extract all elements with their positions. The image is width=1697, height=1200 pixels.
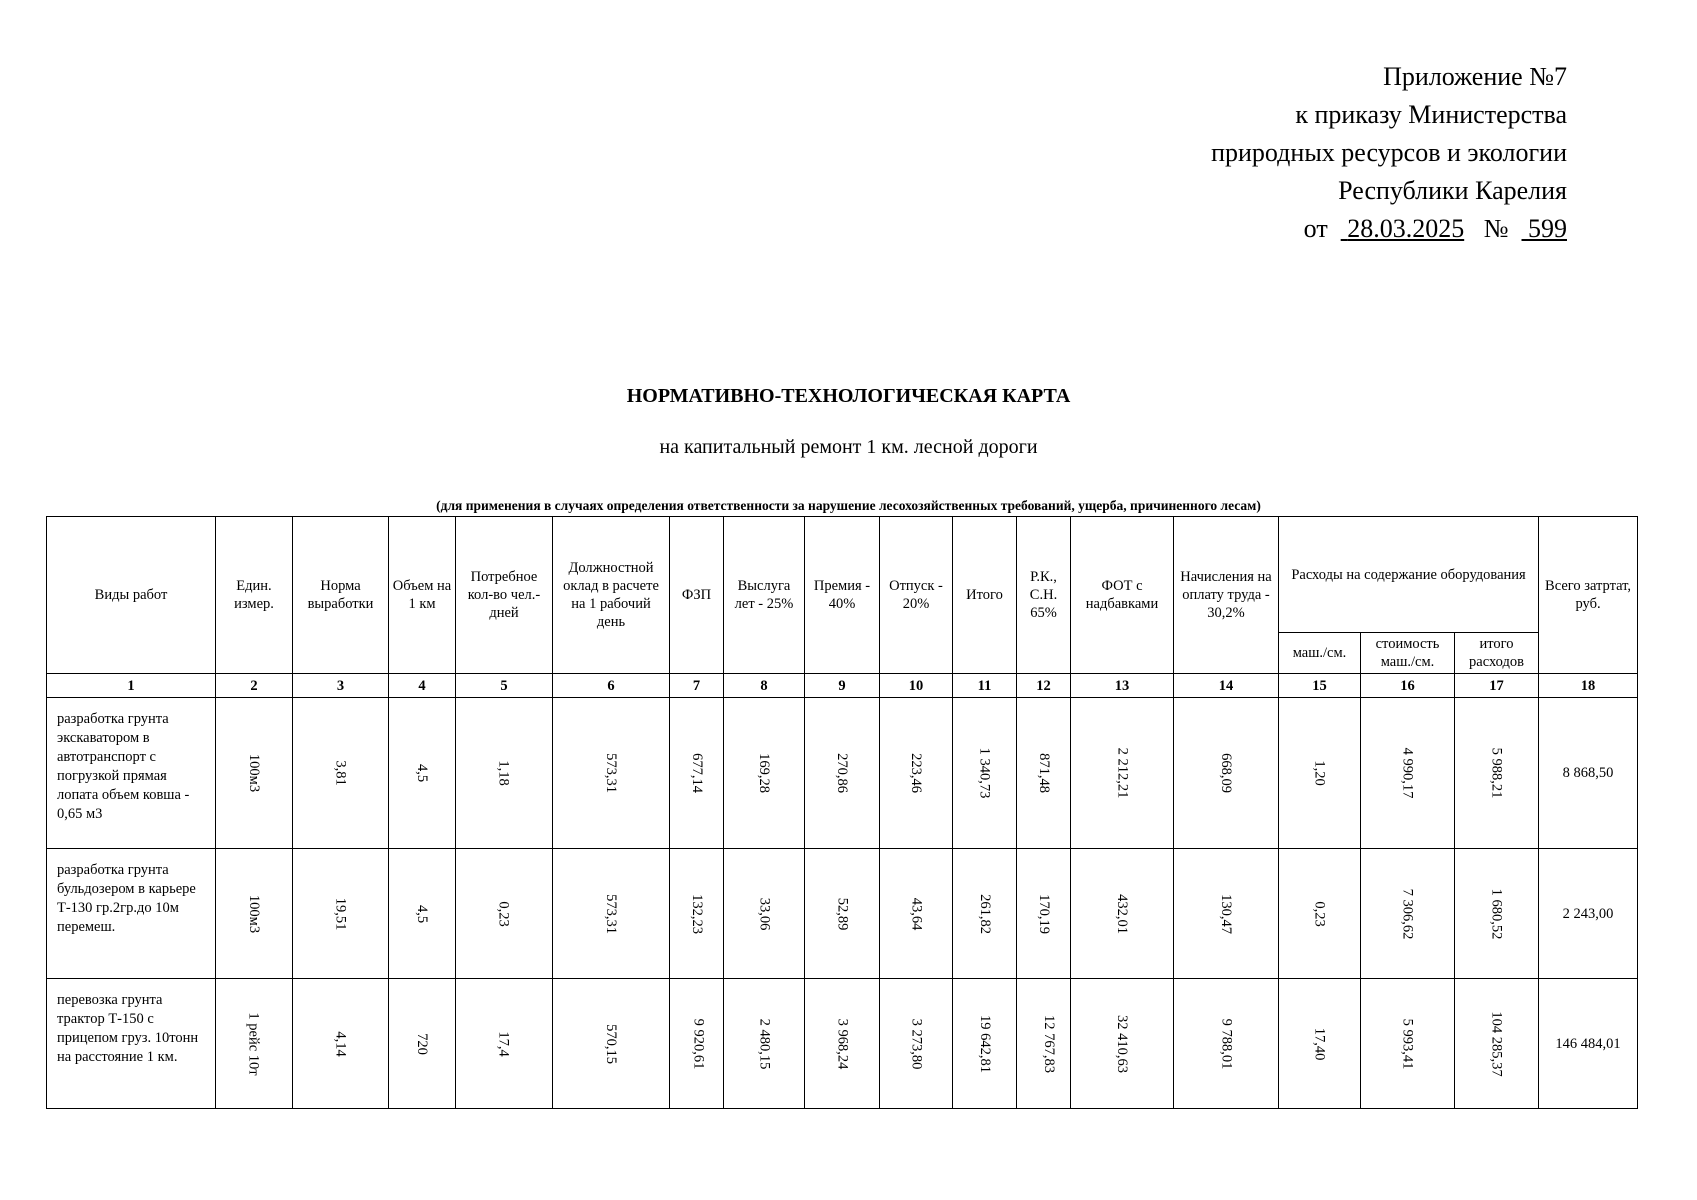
column-number: 5 [456, 674, 553, 698]
cell-subtotal: 1 340,73 [953, 698, 1017, 849]
cell-mandays: 0,23 [456, 849, 553, 979]
cell-accruals: 9 788,01 [1174, 979, 1279, 1109]
annex-line-republic: Республики Карелия [1338, 176, 1567, 205]
cell-subtotal: 19 642,81 [953, 979, 1017, 1109]
header-volume: Объем на 1 км [389, 517, 456, 674]
cell-fot: 2 212,21 [1071, 698, 1174, 849]
annex-from-label: от [1303, 214, 1328, 243]
cell-regional: 871,48 [1017, 698, 1071, 849]
cell-regional: 170,19 [1017, 849, 1071, 979]
cell-machine-cost: 4 990,17 [1361, 698, 1455, 849]
table-row [47, 979, 1638, 1109]
cell-bonus: 3 968,24 [805, 979, 880, 1109]
cell-seniority: 169,28 [724, 698, 805, 849]
header-seniority: Выслуга лет - 25% [724, 517, 805, 674]
document-title: НОРМАТИВНО-ТЕХНОЛОГИЧЕСКАЯ КАРТА [626, 385, 1071, 407]
header-vacation: Отпуск - 20% [880, 517, 953, 674]
header-total: Всего затртат, руб. [1539, 517, 1638, 674]
column-number: 1 [47, 674, 216, 698]
cell-mandays: 1,18 [456, 698, 553, 849]
annex-block [1211, 58, 1567, 248]
cell-total: 8 868,50 [1539, 698, 1638, 849]
cell-machine-shifts: 0,23 [1279, 849, 1361, 979]
cell-vacation: 3 273,80 [880, 979, 953, 1109]
annex-line-ministry: природных ресурсов и экологии [1211, 138, 1567, 167]
cell-unit: 1 рейс 10т [216, 979, 293, 1109]
cell-unit: 100м3 [216, 698, 293, 849]
header-mandays: Потребное кол-во чел.-дней [456, 517, 553, 674]
cell-unit: 100м3 [216, 849, 293, 979]
header-machine-shifts: маш./см. [1279, 633, 1361, 674]
cell-machine-cost: 5 993,41 [1361, 979, 1455, 1109]
column-number: 18 [1539, 674, 1638, 698]
cell-volume: 4,5 [389, 849, 456, 979]
normative-table [46, 516, 1638, 1109]
cell-fzp: 9 920,61 [670, 979, 724, 1109]
column-number: 11 [953, 674, 1017, 698]
table-row [47, 849, 1638, 979]
cell-accruals: 130,47 [1174, 849, 1279, 979]
header-accruals: Начисления на оплату труда - 30,2% [1174, 517, 1279, 674]
annex-line-order: к приказу Министерства [1295, 100, 1567, 129]
column-number: 14 [1174, 674, 1279, 698]
annex-number: 599 [1528, 214, 1567, 243]
cell-machine-shifts: 17,40 [1279, 979, 1361, 1109]
cell-total-expenses: 1 680,52 [1455, 849, 1539, 979]
document-subtitle: на капитальный ремонт 1 км. лесной дороги [659, 436, 1038, 458]
cell-fzp: 677,14 [670, 698, 724, 849]
cell-vacation: 223,46 [880, 698, 953, 849]
annex-title: Приложение №7 [1383, 62, 1567, 91]
cell-subtotal: 261,82 [953, 849, 1017, 979]
column-number: 6 [553, 674, 670, 698]
column-number: 9 [805, 674, 880, 698]
column-number: 7 [670, 674, 724, 698]
cell-salary: 573,31 [553, 698, 670, 849]
header-work-types: Виды работ [47, 517, 216, 674]
cell-salary: 573,31 [553, 849, 670, 979]
column-number: 10 [880, 674, 953, 698]
cell-accruals: 668,09 [1174, 698, 1279, 849]
cell-volume: 4,5 [389, 698, 456, 849]
header-regional: Р.К., С.Н. 65% [1017, 517, 1071, 674]
cell-total: 2 243,00 [1539, 849, 1638, 979]
header-fot: ФОТ с надбавками [1071, 517, 1174, 674]
annex-date: 28.03.2025 [1347, 214, 1465, 243]
header-salary: Должностной оклад в расчете на 1 рабочий день [553, 517, 670, 674]
cell-bonus: 52,89 [805, 849, 880, 979]
header-machine-cost: стоимость маш./см. [1361, 633, 1455, 674]
cell-bonus: 270,86 [805, 698, 880, 849]
column-number: 8 [724, 674, 805, 698]
column-number: 12 [1017, 674, 1071, 698]
column-number: 4 [389, 674, 456, 698]
work-description: разработка грунта бульдозером в карьере Т-130 гр.2гр.до 10м перемеш. [47, 849, 216, 979]
column-number: 16 [1361, 674, 1455, 698]
column-number: 3 [293, 674, 389, 698]
work-description: разработка грунта экскаватором в автотранспорт с погрузкой прямая лопата объем ковша - 0,65 м3 [47, 698, 216, 849]
cell-seniority: 33,06 [724, 849, 805, 979]
annex-number-label: № [1483, 214, 1509, 243]
cell-norm: 19,51 [293, 849, 389, 979]
document-note: (для применения в случаях определения ответственности за нарушение лесохозяйственных требований, ущерба, причиненного лесам) [436, 498, 1261, 513]
header-fzp: ФЗП [670, 517, 724, 674]
cell-machine-cost: 7 306,62 [1361, 849, 1455, 979]
cell-norm: 3,81 [293, 698, 389, 849]
cell-seniority: 2 480,15 [724, 979, 805, 1109]
work-description: перевозка грунта трактор Т-150 с прицепом груз. 10тонн на расстояние 1 км. [47, 979, 216, 1109]
cell-total-expenses: 104 285,37 [1455, 979, 1539, 1109]
header-norm: Норма выработки [293, 517, 389, 674]
cell-volume: 720 [389, 979, 456, 1109]
cell-mandays: 17,4 [456, 979, 553, 1109]
cell-machine-shifts: 1,20 [1279, 698, 1361, 849]
column-number: 2 [216, 674, 293, 698]
cell-vacation: 43,64 [880, 849, 953, 979]
table-row [47, 698, 1638, 849]
cell-salary: 570,15 [553, 979, 670, 1109]
column-number: 15 [1279, 674, 1361, 698]
cell-fzp: 132,23 [670, 849, 724, 979]
column-number: 13 [1071, 674, 1174, 698]
header-subtotal: Итого [953, 517, 1017, 674]
header-equipment: Расходы на содержание оборудования [1279, 517, 1539, 633]
cell-total-expenses: 5 988,21 [1455, 698, 1539, 849]
cell-regional: 12 767,83 [1017, 979, 1071, 1109]
header-bonus: Премия - 40% [805, 517, 880, 674]
column-number: 17 [1455, 674, 1539, 698]
header-unit: Един. измер. [216, 517, 293, 674]
cell-norm: 4,14 [293, 979, 389, 1109]
cell-total: 146 484,01 [1539, 979, 1638, 1109]
cell-fot: 432,01 [1071, 849, 1174, 979]
header-total-expenses: итого расходов [1455, 633, 1539, 674]
annex-date-line [1211, 210, 1567, 248]
cell-fot: 32 410,63 [1071, 979, 1174, 1109]
